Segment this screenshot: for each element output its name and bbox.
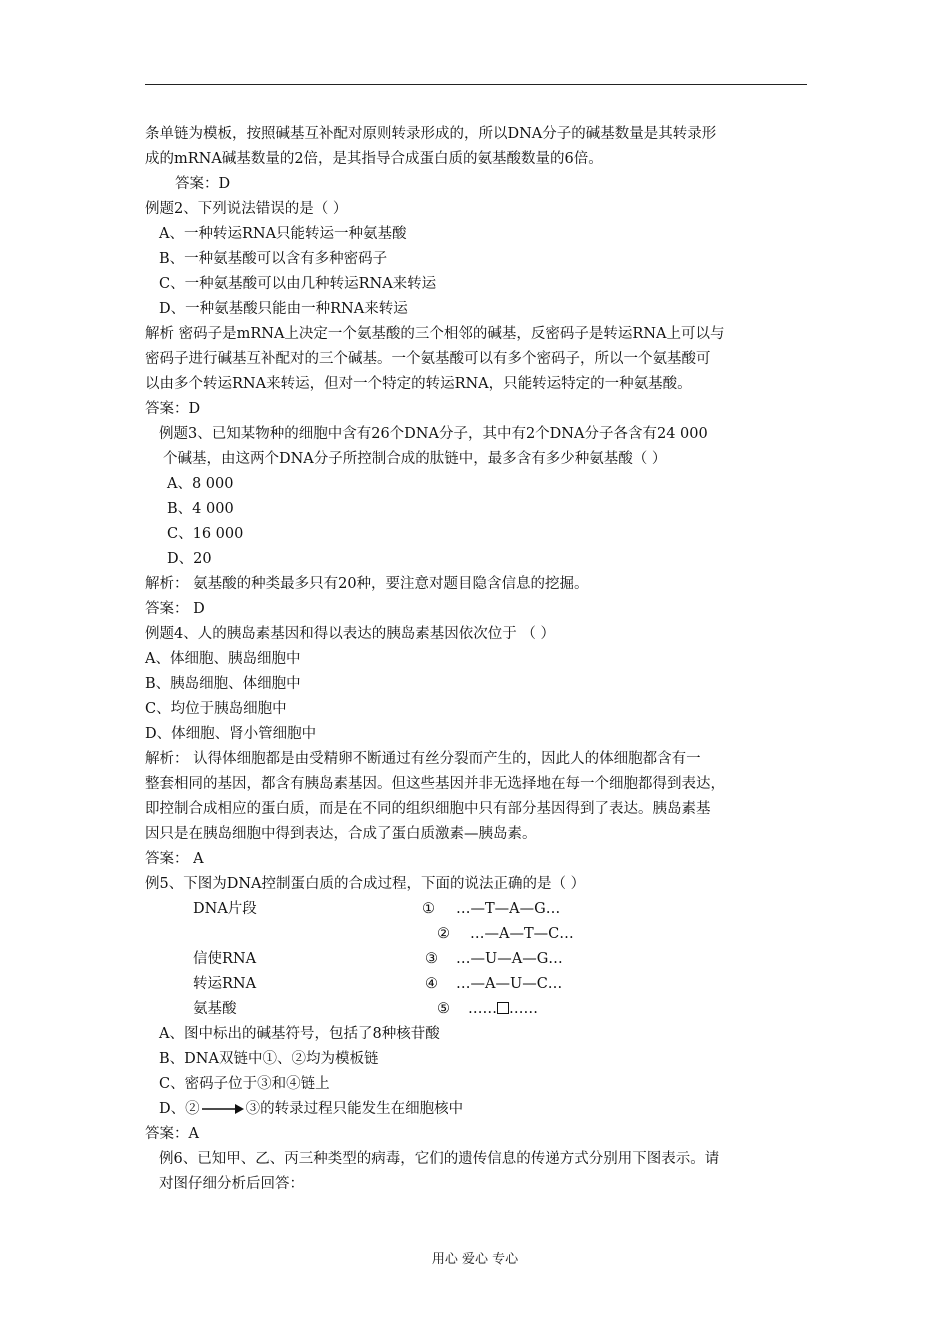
q2-option-c: C、一种氨基酸可以由几种转运RNA来转运 xyxy=(159,276,437,292)
label-mrna: 信使RNA xyxy=(193,951,257,967)
label-amino-acid: 氨基酸 xyxy=(193,1001,237,1017)
q2-option-a: A、一种转运RNA只能转运一种氨基酸 xyxy=(159,226,407,242)
q4-option-c: C、均位于胰岛细胞中 xyxy=(145,701,287,717)
q5-option-a: A、图中标出的碱基符号，包括了8种核苷酸 xyxy=(159,1026,440,1042)
strand-2-number: ② xyxy=(437,926,450,942)
page-content xyxy=(145,122,807,1197)
chain-dots-left: …… xyxy=(468,1001,497,1017)
q5-option-b: B、DNA双链中①、②均为模板链 xyxy=(159,1051,379,1067)
q4-analysis-3: 即控制合成相应的蛋白质，而是在不同的组织细胞中只有部分基因得到了表达。胰岛素基 xyxy=(145,801,711,817)
q5-figure-row-2 xyxy=(145,922,807,947)
strand-3-number: ③ xyxy=(425,951,438,967)
q4-analysis-2: 整套相同的基因，都含有胰岛素基因。但这些基因并非无选择地在每一个细胞都得到表达， xyxy=(145,776,725,792)
amino-acid-box xyxy=(497,1002,509,1014)
q5-option-d-start: D、② xyxy=(159,1101,200,1117)
q5-option-d xyxy=(145,1097,807,1122)
q2-analysis-1: 解析 密码子是mRNA上决定一个氨基酸的三个相邻的碱基，反密码子是转运RNA上可以与 xyxy=(145,326,725,342)
label-dna-segment: DNA片段 xyxy=(193,901,257,917)
q6-stem-1: 例6、已知甲、乙、丙三种类型的病毒，它们的遗传信息的传递方式分别用下图表示。请 xyxy=(159,1151,720,1167)
q5-option-d-end: ③的转录过程只能发生在细胞核中 xyxy=(245,1101,464,1117)
q5-answer: 答案：A xyxy=(145,1126,199,1142)
header-rule xyxy=(145,84,807,85)
strand-4-number: ④ xyxy=(425,976,438,992)
q6-stem-2: 对图仔细分析后回答： xyxy=(159,1176,304,1192)
q4-option-d: D、体细胞、肾小管细胞中 xyxy=(145,726,317,742)
q5-figure-row-4 xyxy=(145,972,807,997)
strand-4-sequence: …—A—U—C… xyxy=(456,976,563,992)
q2-analysis-2: 密码子进行碱基互补配对的三个碱基。一个氨基酸可以有多个密码子，所以一个氨基酸可 xyxy=(145,351,711,367)
amino-acid-chain xyxy=(468,997,538,1022)
q4-analysis-4: 因只是在胰岛细胞中得到表达，合成了蛋白质激素—胰岛素。 xyxy=(145,826,537,842)
strand-2-sequence: …—A—T—C… xyxy=(470,926,574,942)
strand-1-sequence: …—T—A—G… xyxy=(456,901,561,917)
q4-analysis-1: 解析： 认得体细胞都是由受精卵不断通过有丝分裂而产生的，因此人的体细胞都含有一 xyxy=(145,751,701,767)
q3-analysis: 解析： 氨基酸的种类最多只有20种，要注意对题目隐含信息的挖掘。 xyxy=(145,576,589,592)
intro-line-1: 条单链为模板，按照碱基互补配对原则转录形成的，所以DNA分子的碱基数量是其转录形 xyxy=(145,126,717,142)
q3-option-b: B、4 000 xyxy=(167,501,234,517)
q2-option-d: D、一种氨基酸只能由一种RNA来转运 xyxy=(159,301,408,317)
q5-figure-row-3 xyxy=(145,947,807,972)
q2-stem: 例题2、下列说法错误的是（ ） xyxy=(145,201,348,217)
label-trna: 转运RNA xyxy=(193,976,257,992)
q3-option-c: C、16 000 xyxy=(167,526,244,542)
page-footer: 用心 爱心 专心 xyxy=(431,1252,519,1267)
q3-answer: 答案： D xyxy=(145,601,205,617)
chain-dots-right: …… xyxy=(509,1001,538,1017)
q3-option-d: D、20 xyxy=(167,551,212,567)
q2-analysis-3: 以由多个转运RNA来转运，但对一个特定的转运RNA，只能转运特定的一种氨基酸。 xyxy=(145,376,692,392)
q4-option-a: A、体细胞、胰岛细胞中 xyxy=(145,651,301,667)
strand-1-number: ① xyxy=(422,901,435,917)
intro-line-2: 成的mRNA碱基数量的2倍，是其指导合成蛋白质的氨基酸数量的6倍。 xyxy=(145,151,603,167)
strand-5-number: ⑤ xyxy=(437,1001,450,1017)
q2-option-b: B、一种氨基酸可以含有多种密码子 xyxy=(159,251,388,267)
q4-stem: 例题4、人的胰岛素基因和得以表达的胰岛素基因依次位于 （ ） xyxy=(145,626,555,642)
q2-answer: 答案：D xyxy=(145,401,201,417)
q3-stem-1: 例题3、已知某物种的细胞中含有26个DNA分子，其中有2个DNA分子各含有24 000 xyxy=(159,426,708,442)
q3-stem-2: 个碱基，由这两个DNA分子所控制合成的肽链中，最多含有多少种氨基酸（ ） xyxy=(163,451,667,467)
right-arrow-icon xyxy=(202,1104,244,1114)
strand-3-sequence: …—U—A—G… xyxy=(456,951,563,967)
q4-option-b: B、胰岛细胞、体细胞中 xyxy=(145,676,301,692)
intro-answer: 答案：D xyxy=(175,176,231,192)
q5-figure-row-1 xyxy=(145,897,807,922)
q5-stem: 例5、下图为DNA控制蛋白质的合成过程，下面的说法正确的是（ ） xyxy=(145,876,586,892)
q4-answer: 答案： A xyxy=(145,851,204,867)
q5-figure-row-5 xyxy=(145,997,807,1022)
q5-option-c: C、密码子位于③和④链上 xyxy=(159,1076,330,1092)
q3-option-a: A、8 000 xyxy=(167,476,234,492)
